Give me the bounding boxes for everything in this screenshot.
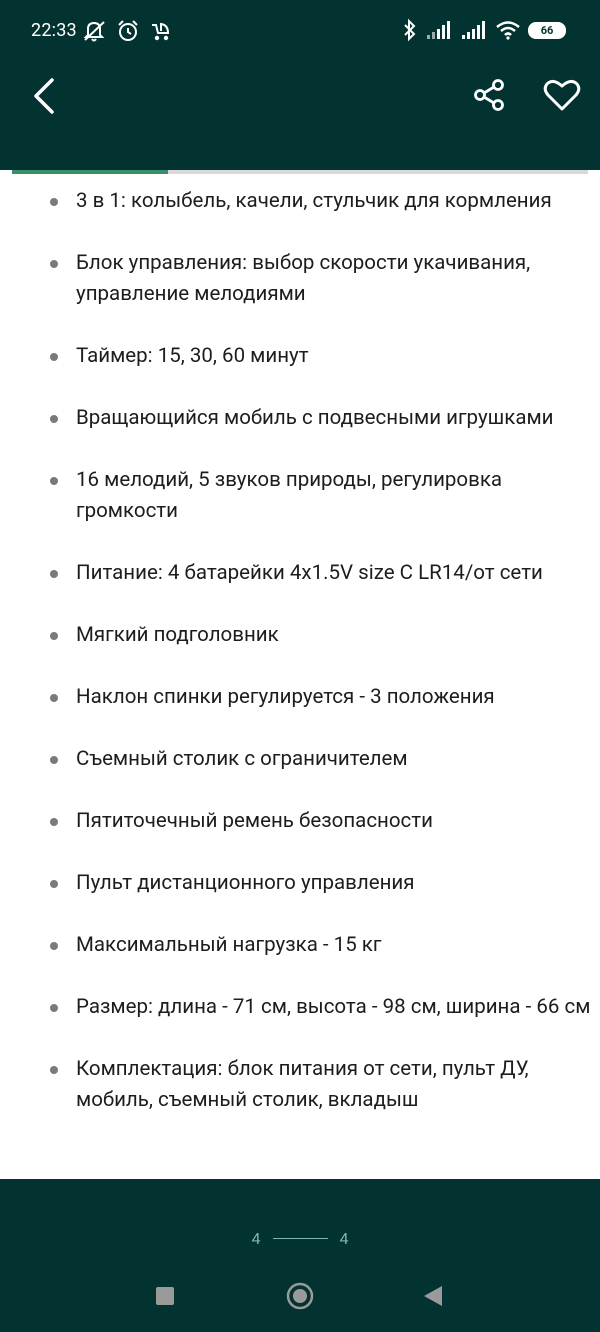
back-button[interactable] xyxy=(30,76,58,116)
system-back-button[interactable] xyxy=(422,1284,444,1308)
feature-text: 3 в 1: колыбель, качели, стульчик для кормления xyxy=(76,189,552,213)
pager-total: 4 xyxy=(339,1228,349,1248)
feature-item xyxy=(0,248,600,310)
feature-item xyxy=(0,992,600,1023)
feature-text: Пятиточечный ремень безопасности xyxy=(76,809,433,833)
pager-divider xyxy=(273,1238,328,1239)
feature-item xyxy=(0,744,600,775)
bullet-icon xyxy=(50,198,58,206)
feature-text: Наклон спинки регулируется - 3 положения xyxy=(76,685,495,709)
gallery-progress xyxy=(12,170,588,174)
feature-item xyxy=(0,682,600,713)
pager-current: 4 xyxy=(251,1228,261,1248)
system-nav-bar xyxy=(0,1270,600,1320)
alarm-icon xyxy=(116,19,140,43)
status-bar xyxy=(0,0,600,64)
feature-item xyxy=(0,806,600,837)
feature-text: Вращающийся мобиль с подвесными игрушками xyxy=(76,406,554,430)
bullet-icon xyxy=(50,570,58,578)
feature-list xyxy=(0,186,600,1147)
battery-level: 66 xyxy=(540,23,554,37)
feature-text: Пульт дистанционного управления xyxy=(76,871,415,895)
battery-icon xyxy=(528,22,566,39)
share-button[interactable] xyxy=(472,78,506,112)
feature-text: Питание: 4 батарейки 4x1.5V size C LR14/от сети xyxy=(76,561,543,585)
recents-button[interactable] xyxy=(156,1287,174,1305)
feature-item xyxy=(0,465,600,527)
bullet-icon xyxy=(50,1066,58,1074)
feature-text: Мягкий подголовник xyxy=(76,623,279,647)
bullet-icon xyxy=(50,1004,58,1012)
feature-item xyxy=(0,558,600,589)
app-header xyxy=(0,0,600,170)
feature-text: Максимальный нагрузка - 15 кг xyxy=(76,933,382,957)
feature-text: Съемный столик с ограничителем xyxy=(76,747,408,771)
bullet-icon xyxy=(50,260,58,268)
mute-icon xyxy=(82,19,108,43)
stroller-icon xyxy=(148,19,172,43)
feature-item xyxy=(0,403,600,434)
bullet-icon xyxy=(50,353,58,361)
feature-item xyxy=(0,1054,600,1116)
bluetooth-icon xyxy=(402,18,418,42)
feature-text: Блок управления: выбор скорости укачивания, управление мелодиями xyxy=(76,251,531,306)
bullet-icon xyxy=(50,694,58,702)
feature-item xyxy=(0,620,600,651)
feature-text: Комплектация: блок питания от сети, пульт ДУ, мобиль, съемный столик, вкладыш xyxy=(76,1057,529,1112)
feature-item xyxy=(0,868,600,899)
status-time: 22:33 xyxy=(31,20,77,41)
signal-icon xyxy=(425,20,453,40)
bullet-icon xyxy=(50,632,58,640)
feature-item xyxy=(0,186,600,217)
home-button[interactable] xyxy=(286,1282,314,1310)
feature-item xyxy=(0,341,600,372)
bullet-icon xyxy=(50,477,58,485)
wifi-icon xyxy=(495,20,521,40)
bullet-icon xyxy=(50,880,58,888)
bullet-icon xyxy=(50,818,58,826)
gallery-progress-fill xyxy=(12,170,168,174)
signal-icon xyxy=(460,20,488,40)
feature-text: Таймер: 15, 30, 60 минут xyxy=(76,344,309,368)
pager xyxy=(0,1228,600,1248)
bullet-icon xyxy=(50,756,58,764)
bullet-icon xyxy=(50,942,58,950)
favorite-button[interactable] xyxy=(543,76,581,114)
feature-item xyxy=(0,930,600,961)
feature-text: Размер: длина - 71 см, высота - 98 см, ширина - 66 см xyxy=(76,995,591,1019)
feature-text: 16 мелодий, 5 звуков природы, регулировка громкости xyxy=(76,468,503,523)
bullet-icon xyxy=(50,415,58,423)
